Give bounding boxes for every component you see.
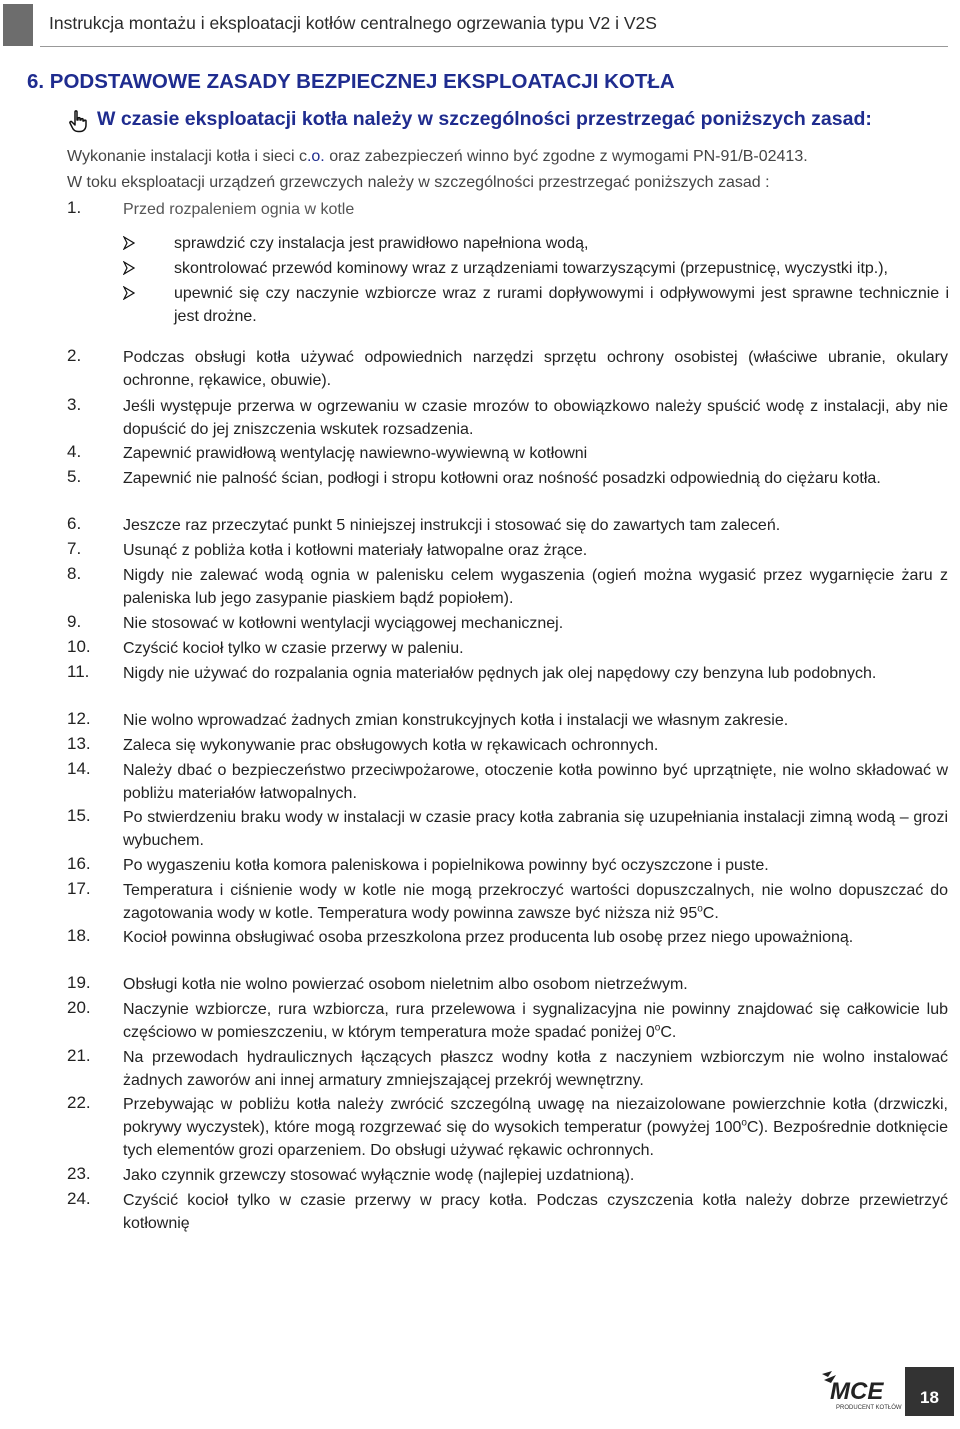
bullet-text: skontrolować przewód kominowy wraz z urządzeniami towarzyszącymi (przepustnicę, wyczystki itp.), — [174, 260, 888, 277]
item-number: 5. — [67, 467, 82, 486]
item-text: Usunąć z pobliża kotła i kotłowni materiały łatwopalne oraz żrące. — [123, 542, 588, 559]
item-text: Po stwierdzeniu braku wody w instalacji w czasie pracy kotła zabrania się uzupełniania instalacji zimną wodą – grozi wybuchem. — [123, 809, 948, 849]
item-number: 13. — [67, 734, 91, 753]
item-text — [123, 1093, 948, 1162]
section-heading: 6. PODSTAWOWE ZASADY BEZPIECZNEJ EKSPLOATACJI KOTŁA — [27, 70, 675, 93]
item-number: 4. — [67, 442, 82, 461]
item-number: 20. — [67, 998, 91, 1017]
arrowhead-bullet-icon — [123, 261, 135, 275]
page-number-box — [905, 1367, 954, 1416]
bullet-text: sprawdzić czy instalacja jest prawidłowo napełniona wodą, — [174, 235, 589, 252]
arrowhead-bullet-icon — [123, 286, 135, 300]
item-number: 16. — [67, 854, 91, 873]
item-text: Jako czynnik grzewczy stosować wyłącznie wodę (najlepiej uzdatnioną). — [123, 1167, 635, 1184]
degree-superscript: o — [654, 1022, 661, 1034]
item-number: 15. — [67, 806, 91, 825]
item-number: 21. — [67, 1046, 91, 1065]
intro-line-1 — [67, 148, 808, 166]
item-number: 12. — [67, 709, 91, 728]
item-text: Należy dbać o bezpieczeństwo przeciwpożarowe, otoczenie kotła powinno być uprzątnięte, nie wolno składować w pobliżu materiałów łatwopalnych. — [123, 762, 948, 802]
pointing-hand-icon — [66, 109, 90, 133]
item-text-part: C. — [702, 905, 719, 922]
bullet-item — [123, 257, 949, 280]
item-text: Przed rozpaleniem ognia w kotle — [123, 201, 355, 218]
item-text-part: Temperatura i ciśnienie wody w kotle nie mogą przekroczyć wartości dopuszczalnych, nie wolno dopuszczać do zagotowania wody w kotle. Temperatura wody powinna zawsze być niższa niż 95 — [123, 882, 948, 922]
bullet-text: upewnić się czy naczynie wzbiorcze wraz z rurami dopływowymi i odpływowymi jest sprawne technicznie i jest drożne. — [174, 285, 949, 325]
header-divider — [40, 46, 948, 47]
item-text: Po wygaszeniu kotła komora paleniskowa i popielnikowa powinny być oczyszczone i puste. — [123, 857, 769, 874]
logo-subtext: PRODUCENT KOTŁÓW — [836, 1405, 902, 1411]
item-number: 18. — [67, 926, 91, 945]
bullet-list — [123, 232, 949, 330]
item-text-part: Przebywając w pobliżu kotła należy zwrócić szczególną uwagę na niezaizolowane powierzchnie kotła (drzwiczki, pokrywy wyczystek), które mogą rozgrzewać się do wysokich temperatur (powyżej 100 — [123, 1096, 948, 1136]
bullet-item — [123, 282, 949, 328]
item-text: Zapewnić prawidłową wentylację nawiewno-wywiewną w kotłowni — [123, 445, 588, 462]
item-number: 9. — [67, 612, 82, 631]
item-number: 22. — [67, 1093, 91, 1112]
header-title: Instrukcja montażu i eksploatacji kotłów centralnego ogrzewania typu V2 i V2S — [49, 13, 657, 33]
item-number: 6. — [67, 514, 82, 533]
intro-line-2: W toku eksploatacji urządzeń grzewczych należy w szczególności przestrzegać poniższych zasad : — [67, 174, 770, 191]
item-number: 17. — [67, 879, 91, 898]
arrowhead-bullet-icon — [123, 236, 135, 250]
item-number: 3. — [67, 395, 82, 414]
item-text: Czyścić kocioł tylko w czasie przerwy w pracy kotła. Podczas czyszczenia kotła należy dobrze przewietrzyć kotłownię — [123, 1192, 948, 1232]
page-number: 18 — [920, 1388, 939, 1407]
item-text-part: C). Bezpośrednie dotknięcie tych elementów grozi oparzeniem. Do obsługi używać rękawic ochronnych. — [123, 1119, 948, 1159]
item-number: 11. — [67, 662, 90, 681]
header-accent-bar — [3, 4, 33, 46]
item-text: Jeśli występuje przerwa w ogrzewaniu w czasie mrozów to obowiązkowo należy spuścić wodę z instalacji, aby nie dopuścić do jej zniszczenia wskutek rozsadzenia. — [123, 398, 948, 438]
item-text: Nie wolno wprowadzać żadnych zmian konstrukcyjnych kotła i instalacji we własnym zakresie. — [123, 712, 789, 729]
item-number: 19. — [67, 973, 91, 992]
item-text: Jeszcze raz przeczytać punkt 5 niniejszej instrukcji i stosować się do zawartych tam zaleceń. — [123, 517, 781, 534]
item-text: Nigdy nie używać do rozpalania ognia materiałów pędnych jak olej napędowy czy benzyna lub podobnych. — [123, 665, 877, 682]
item-text: Czyścić kocioł tylko w czasie przerwy w paleniu. — [123, 640, 464, 657]
item-text: Nie stosować w kotłowni wentylacji wyciągowej mechanicznej. — [123, 615, 564, 632]
page-header — [0, 0, 948, 46]
item-text: Podczas obsługi kotła używać odpowiednich narzędzi sprzętu ochrony osobistej (właściwe ubranie, okulary ochronne, rękawice, obuwie). — [123, 349, 948, 389]
item-text — [123, 998, 948, 1044]
item-number: 24. — [67, 1189, 91, 1208]
item-text-part: C. — [660, 1024, 677, 1041]
item-text: Zaleca się wykonywanie prac obsługowych kotła w rękawicach ochronnych. — [123, 737, 659, 754]
intro-line-1-a: Wykonanie instalacji kotła i sieci c — [67, 148, 307, 165]
item-text: Na przewodach hydraulicznych łączących płaszcz wodny kotła z naczyniem wzbiorczym nie wolno instalować żadnych zaworów ani innej armatury zmniejszającej przekrój wewnętrzny. — [123, 1049, 948, 1089]
degree-superscript: o — [697, 903, 703, 915]
item-number: 23. — [67, 1164, 91, 1183]
note-text: W czasie eksploatacji kotła należy w szczególności przestrzegać poniższych zasad: — [97, 108, 872, 130]
item-number: 10. — [67, 637, 91, 656]
item-number: 1. — [67, 198, 82, 217]
item-text-part: Naczynie wzbiorcze, rura wzbiorcza, rura przelewowa i sygnalizacyjna nie powinny znajdować się całkowicie lub częściowo w pomieszczeniu, w którym temperatura może spadać poniżej 0 — [123, 1001, 948, 1041]
item-text: Obsługi kotła nie wolno powierzać osobom nieletnim albo osobom nietrzeźwym. — [123, 976, 688, 993]
logo-text: MCE — [830, 1378, 884, 1405]
item-text — [123, 879, 948, 925]
item-number: 7. — [67, 539, 82, 558]
item-number: 14. — [67, 759, 91, 778]
item-text: Zapewnić nie palność ścian, podłogi i stropu kotłowni oraz nośność posadzki odpowiednią do ciężaru kotła. — [123, 470, 881, 487]
item-text: Kocioł powinna obsługiwać osoba przeszkolona przez producenta lub osobę przez niego upoważnioną. — [123, 929, 854, 946]
degree-superscript: o — [741, 1117, 747, 1129]
item-number: 8. — [67, 564, 82, 583]
item-text: Nigdy nie zalewać wodą ognia w palenisku celem wygaszenia (ogień można wygasić przez wygarnięcie żaru z paleniska lub jego zasypanie piaskiem bądź popiołem). — [123, 567, 948, 607]
intro-line-1-c: oraz zabezpieczeń winno być zgodne z wymogami PN-91/B-02413. — [324, 148, 808, 165]
item-number: 2. — [67, 346, 82, 365]
intro-line-1-b: .o. — [306, 148, 325, 165]
mce-logo — [818, 1368, 904, 1414]
bullet-item — [123, 232, 949, 255]
